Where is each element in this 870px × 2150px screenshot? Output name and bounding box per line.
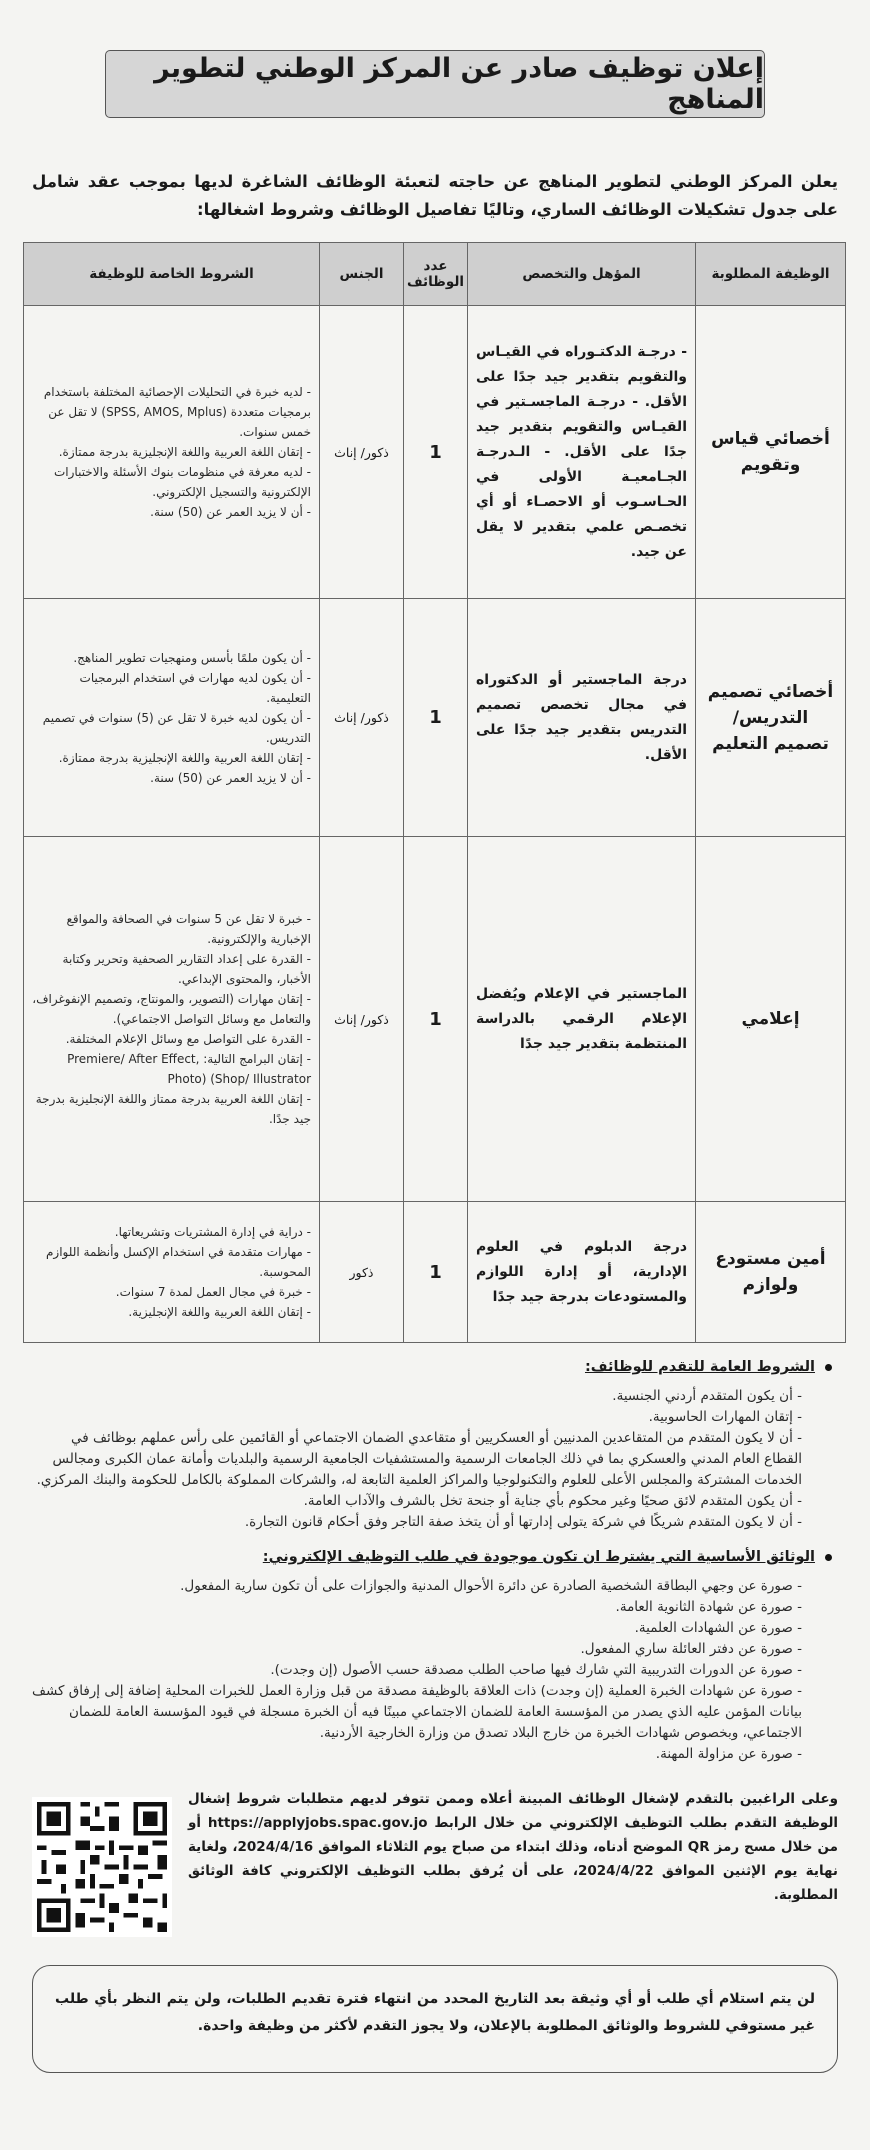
intro-paragraph: يعلن المركز الوطني لتطوير المناهج عن حاجته لتعبئة الوظائف الشاغرة لديها بموجب عقد شامل على جدول تشكيلات الوظائف الساري، وتاليًا تفاصيل الوظائف وشروط اشغالها: xyxy=(32,172,838,219)
list-item: - صورة عن الشهادات العلمية. xyxy=(634,1620,802,1636)
condition-item: - أن يكون ملمًا بأسس ومنهجيات تطوير المناهج. xyxy=(73,650,311,665)
condition-item: - إتقان البرامج التالية: Premiere/ After Effect, Photo) (Shop/ Illustrator xyxy=(67,1052,311,1086)
list-item: - إتقان المهارات الحاسوبية. xyxy=(648,1409,802,1425)
table-row xyxy=(24,306,846,599)
condition-item: - أن لا يزيد العمر عن (50) سنة. xyxy=(150,770,311,785)
bullet-icon xyxy=(825,1364,832,1371)
condition-item: - خبرة في مجال العمل لمدة 7 سنوات. xyxy=(115,1285,311,1299)
qr-code-icon[interactable] xyxy=(32,1797,172,1937)
condition-item: - أن يكون لديه خبرة لا تقل عن (5) سنوات في تصميم التدريس. xyxy=(42,710,311,745)
job-title: أخصائي قياس وتقويم xyxy=(696,306,846,599)
general-conditions-heading: الشروط العامة للتقدم للوظائف: xyxy=(584,1359,815,1375)
documents-heading: الوثائق الأساسية التي يشترط ان تكون موجودة في طلب التوظيف الإلكتروني: xyxy=(262,1549,815,1565)
table-header-row xyxy=(24,243,846,306)
list-item: - صورة عن مزاولة المهنة. xyxy=(655,1746,802,1762)
job-conditions xyxy=(24,306,320,599)
header-job: الوظيفة المطلوبة xyxy=(696,243,846,306)
table-row xyxy=(24,599,846,837)
apply-section xyxy=(32,1787,838,1937)
job-gender: ذكور/ إناث xyxy=(320,306,404,599)
list-item: - أن يكون المتقدم لائق صحيًا وغير محكوم بأي جناية أو جنحة تخل بالشرف والآداب العامة. xyxy=(303,1493,802,1509)
condition-item: - إتقان اللغة العربية واللغة الإنجليزية بدرجة ممتازة. xyxy=(58,445,311,459)
job-count: 1 xyxy=(404,599,468,837)
table-row xyxy=(24,1202,846,1343)
job-gender: ذكور/ إناث xyxy=(320,837,404,1202)
condition-item: - إتقان اللغة العربية واللغة الإنجليزية. xyxy=(128,1305,311,1319)
list-item: - صورة عن وجهي البطاقة الشخصية الصادرة عن دائرة الأحوال المدنية والجوازات على أن تكون سارية المفعول. xyxy=(180,1578,802,1594)
list-item: - أن لا يكون المتقدم شريكًا في شركة يتولى إدارتها أو أن يتخذ صفة التاجر وفق أحكام قانون التجارة. xyxy=(244,1514,802,1530)
list-item: - صورة عن الدورات التدريبية التي شارك فيها صاحب الطلب مصدقة حسب الأصول (إن وجدت). xyxy=(270,1662,802,1678)
condition-item: - إتقان اللغة العربية بدرجة ممتاز واللغة الإنجليزية بدرجة جيد جدًا. xyxy=(35,1092,311,1126)
condition-item: - القدرة على إعداد التقارير الصحفية وتحرير وكتابة الأخبار، والمحتوى الإبداعي. xyxy=(62,952,311,986)
job-gender: ذكور/ إناث xyxy=(320,599,404,837)
job-title: إعلامي xyxy=(696,837,846,1202)
job-conditions xyxy=(24,599,320,837)
list-item: - أن لا يكون المتقدم من المتقاعدين المدنيين أو العسكريين أو متقاعدي الضمان الاجتماعي أو القائمين على رأس عملهم بوظائف في القطاع العام المدني والعسكري بما في ذلك الجامعات الرسمية والمستشفيات الجامعية الرسمية والبلديات وأمانة عمان الكبرى ومجالس الخدمات المشتركة والمجلس الأعلى للعلوم والتكنولوجيا والمراكز العلمية التابعة له، والشركات المملوكة بالكامل للحكومة والبنك المركزي. xyxy=(36,1430,802,1488)
job-title: أخصائي تصميم التدريس/ تصميم التعليم xyxy=(696,599,846,837)
job-qualification: درجة الدبلوم في العلوم الإدارية، أو إدارة اللوازم والمستودعات بدرجة جيد جدًا xyxy=(468,1202,696,1343)
bullet-icon xyxy=(825,1554,832,1561)
job-conditions xyxy=(24,837,320,1202)
documents-section xyxy=(32,1547,832,1765)
condition-item: - مهارات متقدمة في استخدام الإكسل وأنظمة اللوازم المحوسبة. xyxy=(46,1245,311,1279)
job-count: 1 xyxy=(404,306,468,599)
condition-item: - إتقان اللغة العربية واللغة الإنجليزية بدرجة ممتازة. xyxy=(58,750,311,765)
header-qualification: المؤهل والتخصص xyxy=(468,243,696,306)
announcement-title: إعلان توظيف صادر عن المركز الوطني لتطوير المناهج xyxy=(105,50,765,118)
job-count: 1 xyxy=(404,837,468,1202)
condition-item: - دراية في إدارة المشتريات وتشريعاتها. xyxy=(114,1225,311,1239)
table-row xyxy=(24,837,846,1202)
job-qualification: - درجـة الدكتـوراه في القيـاس والتقويم بتقدير جيد جدًا على الأقل. - درجـة الماجسـتير في القيـاس والتقويم بتقدير جيد جدًا على الأقل. - الـدرجـة الجـامعيـة الأولى في الحـاسـوب أو الاحصـاء أو أي تخصـص علمي بتقدير لا يقل عن جيد. xyxy=(468,306,696,599)
condition-item: - لديه معرفة في منظومات بنوك الأسئلة والاختبارات الإلكترونية والتسجيل الإلكتروني. xyxy=(53,465,311,499)
job-qualification: درجة الماجستير أو الدكتوراه في مجال تخصص تصميم التدريس بتقدير جيد جدًا على الأقل. xyxy=(468,599,696,837)
condition-item: - خبرة لا تقل عن 5 سنوات في الصحافة والمواقع الإخبارية والإلكترونية. xyxy=(66,912,311,946)
apply-instructions: وعلى الراغبين بالتقدم لإشغال الوظائف المبينة أعلاه وممن تتوفر لديهم متطلبات شروط إشغال الوظيفة التقدم بطلب التوظيف الإلكتروني من خلال الرابط https://applyjobs.spac.gov.jo أو من خلال مسح رمز QR الموضح أدناه، وذلك ابتداء من صباح يوم الثلاثاء الموافق 2024/4/16، ولغاية نهاية يوم الإثنين الموافق 2024/4/22، على أن يُرفق بطلب التوظيف الإلكتروني كافة الوثائق المطلوبة. xyxy=(188,1791,839,1903)
job-title: أمين مستودع ولوازم xyxy=(696,1202,846,1343)
condition-item: - لديه خبرة في التحليلات الإحصائية المختلفة باستخدام برمجيات متعددة (SPSS, AMOS, Mplus) لا تقل عن خمس سنوات. xyxy=(43,385,311,439)
header-gender: الجنس xyxy=(320,243,404,306)
list-item: - صورة عن دفتر العائلة ساري المفعول. xyxy=(580,1641,802,1657)
job-qualification: الماجستير في الإعلام ويُفضل الإعلام الرقمي بالدراسة المنتظمة بتقدير جيد جدًا xyxy=(468,837,696,1202)
header-count: عدد الوظائف xyxy=(404,243,468,306)
list-item: - أن يكون المتقدم أردني الجنسية. xyxy=(612,1388,802,1404)
job-count: 1 xyxy=(404,1202,468,1343)
general-conditions-section xyxy=(32,1357,832,1533)
list-item: - صورة عن شهادات الخبرة العملية (إن وجدت) ذات العلاقة بالوظيفة مصدقة من قبل وزارة العمل للخبرات المحلية إضافة إلى إرفاق كشف بيانات المؤمن عليه الذي يصدر من المؤسسة العامة للضمان الاجتماعي مبينًا فيه أن الخبرة مسجلة في قيود المؤسسة العامة للضمان الاجتماعي، وبخصوص شهادات الخبرة من خارج البلاد تصدق من وزارة الخارجية الأردنية. xyxy=(32,1683,802,1741)
list-item: - صورة عن شهادة الثانوية العامة. xyxy=(615,1599,802,1615)
condition-item: - القدرة على التواصل مع وسائل الإعلام المختلفة. xyxy=(65,1032,311,1046)
condition-item: - أن يكون لديه مهارات في استخدام البرمجيات التعليمية. xyxy=(79,670,311,705)
condition-item: - أن لا يزيد العمر عن (50) سنة. xyxy=(150,505,311,519)
jobs-table xyxy=(23,242,846,1343)
header-conditions: الشروط الخاصة للوظيفة xyxy=(24,243,320,306)
condition-item: - إتقان مهارات (التصوير، والمونتاج، وتصميم الإنفوغراف، والتعامل مع وسائل التواصل الاجتماعي). xyxy=(32,992,311,1026)
job-conditions xyxy=(24,1202,320,1343)
closing-notice: لن يتم استلام أي طلب أو أي وثيقة بعد التاريخ المحدد من انتهاء فترة تقديم الطلبات، ولن يتم النظر بأي طلب غير مستوفي للشروط والوثائق المطلوبة بالإعلان، ولا يجوز التقدم لأكثر من وظيفة واحدة. xyxy=(32,1965,838,2073)
job-gender: ذكور xyxy=(320,1202,404,1343)
